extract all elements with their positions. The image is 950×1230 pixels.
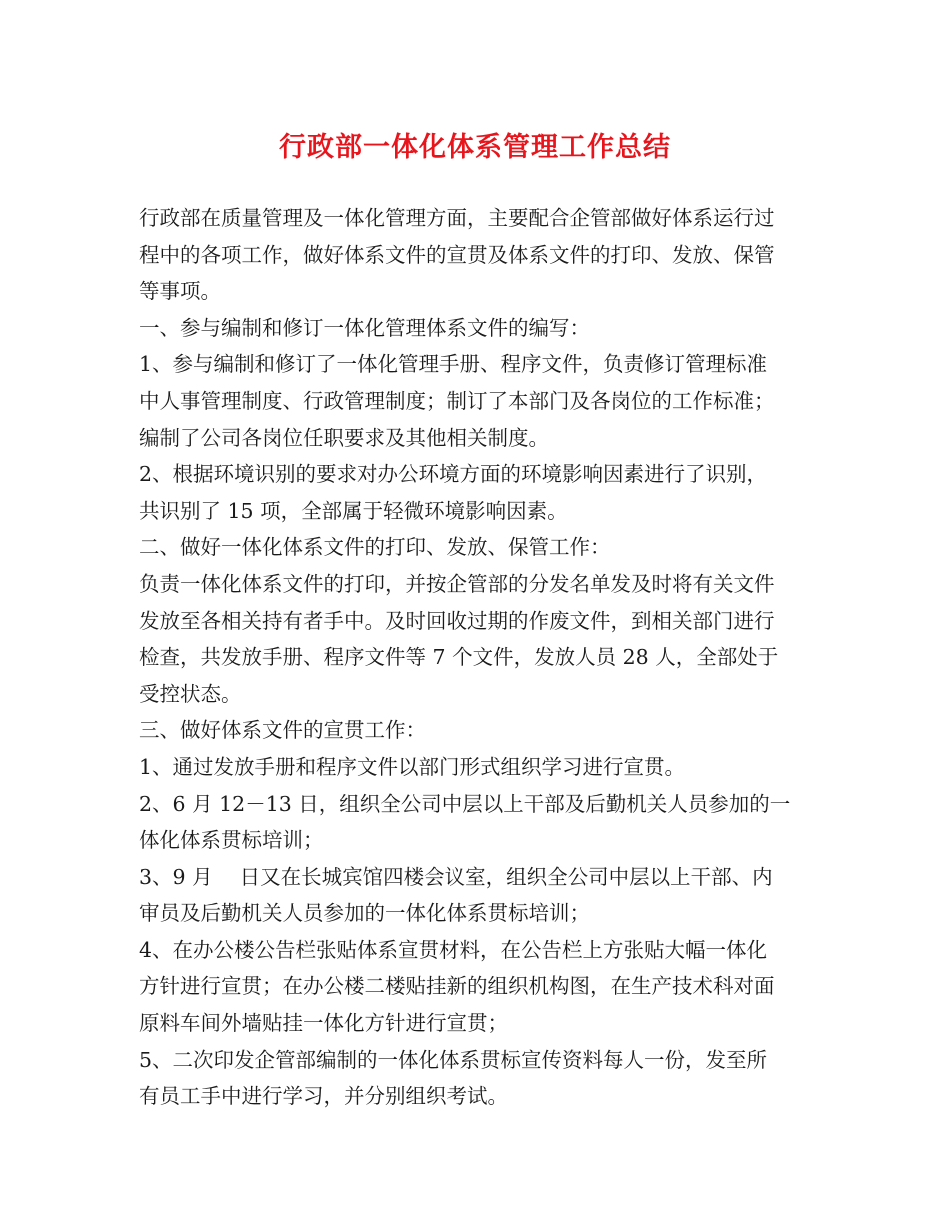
body-line: 负责一体化体系文件的打印，并按企管部的分发名单发及时将有关文件 (139, 571, 775, 596)
body-line: 方针进行宣贯；在办公楼二楼贴挂新的组织机构图，在生产技术科对面 (139, 974, 775, 999)
body-line: 2、根据环境识别的要求对办公环境方面的环境影响因素进行了识别， (139, 462, 768, 487)
body-line: 4、在办公楼公告栏张贴体系宣贯材料，在公告栏上方张贴大幅一体化 (139, 937, 768, 962)
body-line: 程中的各项工作，做好体系文件的宣贯及体系文件的打印、发放、保管 (139, 242, 775, 267)
body-line: 等事项。 (139, 279, 221, 304)
body-line: 体化体系贯标培训； (139, 828, 324, 853)
body-line: 行政部在质量管理及一体化管理方面，主要配合企管部做好体系运行过 (139, 206, 775, 230)
body-line: 3、9 月 日又在长城宾馆四楼会议室，组织全公司中层以上干部、内 (139, 864, 773, 889)
document-title: 行政部一体化体系管理工作总结 (279, 132, 671, 163)
body-line: 中人事管理制度、行政管理制度；制订了本部门及各岗位的工作标准； (139, 388, 775, 413)
body-line: 原料车间外墙贴挂一体化方针进行宣贯； (139, 1011, 508, 1036)
body-line: 共识别了 15 项，全部属于轻微环境影响因素。 (139, 498, 568, 523)
body-line: 1、通过发放手册和程序文件以部门形式组织学习进行宣贯。 (139, 754, 686, 779)
body-line: 编制了公司各岗位任职要求及其他相关制度。 (139, 425, 549, 450)
body-line: 1、参与编制和修订了一体化管理手册、程序文件，负责修订管理标准 (139, 352, 768, 377)
body-line: 检查，共发放手册、程序文件等 7 个文件，发放人员 28 人，全部处于 (139, 645, 779, 670)
section-heading-2: 二、做好一体化体系文件的打印、发放、保管工作： (139, 535, 611, 560)
document-body (139, 200, 819, 1115)
body-line: 有员工手中进行学习，并分别组织考试。 (139, 1084, 508, 1109)
body-line: 审员及后勤机关人员参加的一体化体系贯标培训； (139, 901, 590, 926)
body-line: 2、6 月 12－13 日，组织全公司中层以上干部及后勤机关人员参加的一 (139, 791, 791, 816)
section-heading-3: 三、做好体系文件的宣贯工作： (139, 718, 426, 743)
section-heading-1: 一、参与编制和修订一体化管理体系文件的编写： (139, 315, 590, 340)
body-line: 5、二次印发企管部编制的一体化体系贯标宣传资料每人一份，发至所 (139, 1047, 768, 1072)
body-line: 发放至各相关持有者手中。及时回收过期的作废文件，到相关部门进行 (139, 608, 775, 633)
body-line: 受控状态。 (139, 681, 242, 706)
